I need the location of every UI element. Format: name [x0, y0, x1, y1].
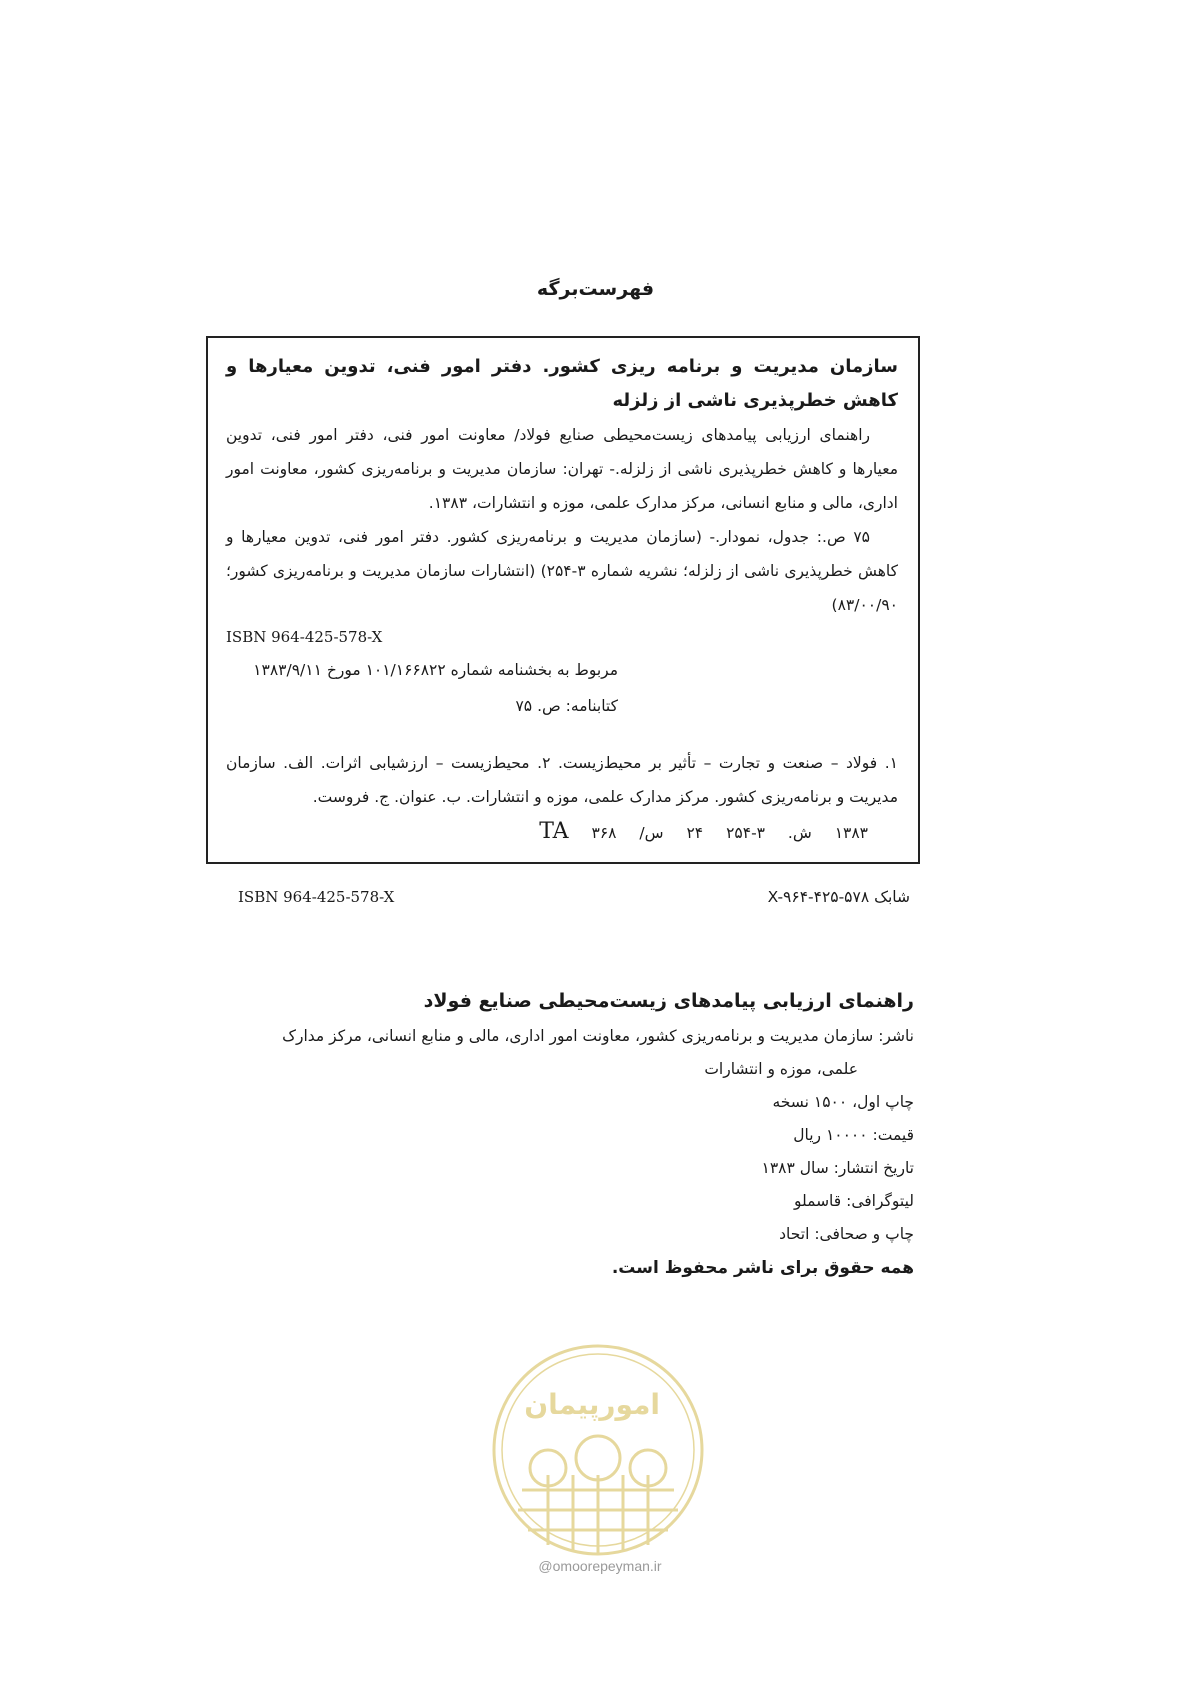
catalog-spacer	[226, 724, 898, 746]
catalog-physical-series: ۷۵ ص.: جدول، نمودار.- (سازمان مدیریت و برنامه‌ریزی کشور. دفتر امور فنی، تدوین معیارها و کاهش خطرپذیری ناشی از زلزله؛ نشریه شماره ۳-۲۵۴) (انتشارات سازمان مدیریت و برنامه‌ریزی کشور؛ ۸۳/۰۰/۹۰)	[226, 528, 898, 614]
lithography-line: لیتوگرافی: قاسملو	[793, 1192, 914, 1210]
printing-line: چاپ و صحافی: اتحاد	[779, 1225, 914, 1243]
catalog-author-heading: سازمان مدیریت و برنامه ریزی کشور. دفتر امور فنی، تدوین معیارها و کاهش خطرپذیری ناشی از زلزله	[226, 356, 898, 411]
isbn-latin: ISBN 964-425-578-X	[238, 888, 395, 906]
publisher-seal-watermark-icon	[488, 1340, 708, 1560]
publisher-line: ناشر: سازمان مدیریت و برنامه‌ریزی کشور، معاونت امور اداری، مالی و منابع انسانی، مرکز مدارک	[282, 1027, 914, 1045]
cataloging-record-box	[206, 336, 920, 864]
class-number-text: ۱۳۸۳ ش. ۳-۲۵۴ ۲۴ س/ ۳۶۸	[591, 824, 868, 842]
edition-line: چاپ اول، ۱۵۰۰ نسخه	[772, 1093, 914, 1111]
catalog-note-circular: مربوط به بخشنامه شماره ۱۰۱/۱۶۶۸۲۲ مورخ ۱۳۸۳/۹/۱۱	[253, 661, 618, 679]
catalog-class-numbers	[226, 814, 898, 851]
class-letters: TA	[539, 819, 569, 844]
publisher-line-continued: علمی، موزه و انتشارات	[704, 1060, 858, 1078]
watermark-url: @omoorepeyman.ir	[538, 1558, 662, 1574]
isbn-persian: شابک X-۹۶۴-۴۲۵-۵۷۸	[767, 888, 910, 906]
publication-date-line: تاریخ انتشار: سال ۱۳۸۳	[761, 1159, 914, 1177]
seal-logo-text: امورپیمان	[524, 1388, 660, 1421]
catalog-title-statement: راهنمای ارزیابی پیامدهای زیست‌محیطی صنایع فولاد/ معاونت امور فنی، دفتر امور فنی، تدوین معیارها و کاهش خطرپذیری ناشی از زلزله.- تهران: سازمان مدیریت و برنامه‌ریزی کشور، معاونت امور اداری، مالی و منابع انسانی، مرکز مدارک علمی، موزه و انتشارات، ۱۳۸۳.	[226, 426, 898, 512]
isbn-row	[238, 888, 910, 918]
rights-notice: همه حقوق برای ناشر محفوظ است.	[611, 1258, 914, 1278]
catalog-subjects: ۱. فولاد – صنعت و تجارت – تأثیر بر محیط‌زیست. ۲. محیط‌زیست – ارزشیابی اثرات. الف. سازمان مدیریت و برنامه‌ریزی کشور. مرکز مدارک علمی، موزه و انتشارات. ب. عنوان. ج. فروست.	[226, 754, 898, 806]
catalog-note-bibliography: کتابنامه: ص. ۷۵	[515, 697, 618, 715]
book-title: راهنمای ارزیابی پیامدهای زیست‌محیطی صنایع فولاد	[423, 990, 914, 1012]
imprint-block	[214, 984, 914, 1285]
catalog-isbn: ISBN 964-425-578-X	[226, 628, 383, 646]
catalog-heading: فهرست‌برگه	[536, 278, 655, 300]
price-line: قیمت: ۱۰۰۰۰ ریال	[793, 1126, 914, 1144]
